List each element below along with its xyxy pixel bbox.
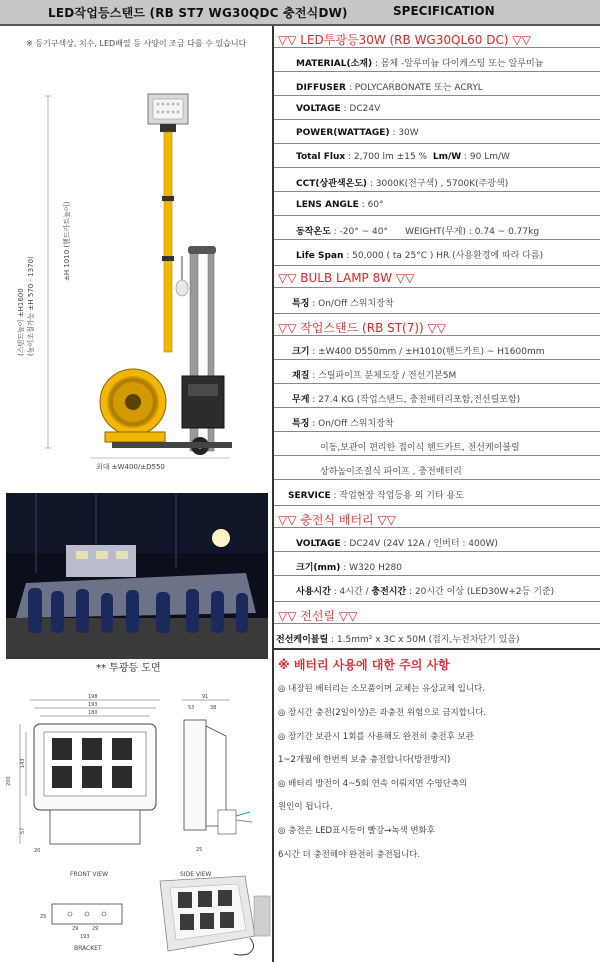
front-dim-height-bracket: 57 <box>20 827 26 834</box>
spec-column <box>274 26 600 962</box>
spec-label-weight: WEIGHT(무게) <box>405 227 467 237</box>
title-bar <box>0 0 600 26</box>
photo-caption: ** 투광등 도면 <box>96 663 161 674</box>
spec-value: : 스틸파이프 분체도장 / 전선기본5M <box>309 371 457 381</box>
spec-value: : On/Off 스위치장착 <box>309 419 394 429</box>
spec-row-stand-feature-2 <box>274 432 600 456</box>
floodlight-technical-drawing <box>0 676 272 956</box>
warning-line: ◎ 배터리 방전이 4~5회 연속 이뤄지면 수명단축의 <box>278 779 468 789</box>
spec-label: 특징 <box>292 299 310 309</box>
spec-row-temp-weight <box>274 216 600 240</box>
spec-row-stand-feature-3 <box>274 456 600 480</box>
spec-row-battery-size <box>274 552 600 576</box>
front-dim-height-total: 200 <box>6 776 12 786</box>
spec-row-cct <box>274 168 600 192</box>
bracket-dim-width: 193 <box>80 934 90 940</box>
spec-label: 무게 <box>292 395 310 405</box>
spec-row-stand-material <box>274 360 600 384</box>
spec-value: 이동,보관이 편리한 접이식 핸드카트, 전선케이블릴 <box>320 443 520 453</box>
section-cable-reel: ▽▽ 전선릴 ▽▽ <box>274 602 600 624</box>
spec-label: VOLTAGE <box>296 539 341 549</box>
spec-row-power <box>274 120 600 144</box>
spec-row-voltage <box>274 96 600 120</box>
spec-value-efficacy: : 90 Lm/W <box>461 152 510 162</box>
spec-row-battery-voltage <box>274 528 600 552</box>
variation-note: ※ 등기구색상, 치수, LED배열 등 사양이 조금 다를 수 있습니다 <box>26 39 247 48</box>
spec-value: : POLYCARBONATE 또는 ACRYL <box>345 83 483 93</box>
bracket-dim-b: 29 <box>92 926 99 932</box>
spec-value: : 몸체 -알루미늄 다이캐스팅 또는 알루미늄 <box>372 59 544 69</box>
spec-value: : 작업현장 작업등용 외 기타 용도 <box>330 491 464 501</box>
side-dim-base: 25 <box>196 847 203 853</box>
spec-row-diffuser <box>274 72 600 96</box>
spec-value-weight: : 0.74 ~ 0.77kg <box>466 227 540 237</box>
stand-height-label: (스탠드높이 ±H1600 <box>17 288 25 356</box>
spec-row-stand-feature <box>274 408 600 432</box>
spec-label: Life Span <box>296 251 344 261</box>
bracket-label: BRACKET <box>74 945 102 952</box>
spec-label: CCT(상관색온도) <box>296 179 368 189</box>
spec-label: 크기 <box>292 347 310 357</box>
spec-value-charge: : 20시간 이상 (LED30W+2등 기준) <box>406 587 555 597</box>
spec-label: 전선케이블릴 <box>276 635 329 645</box>
spec-label: DIFFUSER <box>296 83 346 93</box>
spec-value: : 3000K(전구색) , 5700K(주광색) <box>367 179 509 189</box>
spec-row-cable-reel <box>274 624 600 650</box>
night-work-photo <box>6 493 268 659</box>
front-dim-width-mid: 193 <box>88 702 98 708</box>
bracket-dim-height: 25 <box>40 914 47 920</box>
spec-title: SPECIFICATION <box>393 4 495 18</box>
spec-value: : 2,700 lm ±15 % <box>345 152 428 162</box>
spec-value: : 30W <box>389 128 419 138</box>
spec-value: : W320 H280 <box>340 563 403 573</box>
spec-label: POWER(WATTAGE) <box>296 128 390 138</box>
bracket-dim-a: 29 <box>72 926 79 932</box>
spec-row-material <box>274 48 600 72</box>
spec-label: 사용시간 <box>296 587 331 597</box>
spec-row-life-span <box>274 240 600 266</box>
spec-label: LENS ANGLE <box>296 200 359 210</box>
side-dim-body: 53 <box>188 705 195 711</box>
stand-height-range-label: (높이조절가능 ±H 570 - 1370) <box>27 256 35 356</box>
warning-line: ◎ 장기간 보관시 1회를 사용해도 완전히 충전후 보관 <box>278 732 474 742</box>
front-view-label: FRONT VIEW <box>70 871 109 878</box>
spec-value: : ±W400 D550mm / ±H1010(핸드카트) ~ H1600mm <box>309 347 545 357</box>
spec-value: : -20° ~ 40° <box>330 227 388 237</box>
spec-row-service <box>274 480 600 506</box>
warning-line: 원인이 됩니다. <box>278 802 333 812</box>
spec-value: : 27.4 KG (작업스탠드, 충전배터리포함,전선릴포함) <box>309 395 521 405</box>
spec-value: : 1.5mm² x 3C x 50M (접지,누전차단기 있음) <box>328 635 520 645</box>
warning-line: ◎ 충전은 LED표시등이 빨강→녹색 변화후 <box>278 826 435 836</box>
spec-row-battery-time <box>274 576 600 602</box>
spec-value: : 60° <box>358 200 384 210</box>
section-work-stand: ▽▽ 작업스탠드 (RB ST(7)) ▽▽ <box>274 314 600 336</box>
warning-line: ◎ 장시간 충전(2일이상)은 과충전 위험으로 금지합니다. <box>278 708 487 718</box>
work-stand-illustration <box>0 46 272 476</box>
front-dim-width-inner: 180 <box>88 710 98 716</box>
section-led-floodlight: ▽▽ LED투광등30W (RB WG30QL60 DC) ▽▽ <box>274 26 600 48</box>
section-battery: ▽▽ 충전식 배터리 ▽▽ <box>274 506 600 528</box>
spec-value: 상하높이조절식 파이프 , 충전배터리 <box>320 467 462 477</box>
spec-row-lens-angle <box>274 192 600 216</box>
product-title: LED작업등스탠드 (RB ST7 WG30QDC 충전식DW) <box>48 6 348 20</box>
spec-value: : DC24V <box>340 104 381 114</box>
stand-width-label: 최대 ±W400/±D550 <box>96 463 165 471</box>
spec-label: 동작온도 <box>296 227 331 237</box>
spec-label: SERVICE <box>288 491 331 501</box>
front-dim-offset: 20 <box>34 848 41 854</box>
side-dim-bracket: 38 <box>210 705 217 711</box>
spec-label-charge: 충전시간 <box>371 587 407 597</box>
side-dim-depth: 91 <box>202 694 209 700</box>
spec-value: : DC24V (24V 12A / 인버터 : 400W) <box>340 539 498 549</box>
spec-value: : On/Off 스위치장착 <box>309 299 394 309</box>
spec-row-stand-size <box>274 336 600 360</box>
spec-label: 재질 <box>292 371 310 381</box>
side-view-label: SIDE VIEW <box>180 871 212 878</box>
image-column <box>0 26 272 962</box>
spec-row-total-flux <box>274 144 600 168</box>
spec-label: MATERIAL(소재) <box>296 59 373 69</box>
spec-label: VOLTAGE <box>296 104 341 114</box>
spec-label-efficacy: Lm/W <box>432 152 462 162</box>
spec-value: : 50,000 ( ta 25°C ) HR (사용환경에 따라 다름) <box>343 251 544 261</box>
warning-line: ◎ 내장된 배터리는 소모품이며 교체는 유상교체 입니다. <box>278 684 485 694</box>
battery-warning-title: ※ 배터리 사용에 대한 주의 사항 <box>278 658 450 672</box>
spec-label: 크기(mm) <box>296 563 341 573</box>
spec-row-bulb-feature <box>274 288 600 314</box>
cart-height-label: ±H 1010 (핸드카트높이) <box>63 201 71 281</box>
section-bulb-lamp: ▽▽ BULB LAMP 8W ▽▽ <box>274 266 600 288</box>
spec-value: : 4시간 / <box>330 587 372 597</box>
spec-label: 특징 <box>292 419 310 429</box>
warning-line: 1~2개월에 한번씩 보충 충전합니다(방전방지) <box>278 755 451 765</box>
front-dim-width-outer: 198 <box>88 694 98 700</box>
spec-label: Total Flux <box>296 152 346 162</box>
front-dim-height-lens: 143 <box>20 758 26 768</box>
warning-line: 6시간 더 충전해야 완전히 충전됩니다. <box>278 850 421 860</box>
spec-row-stand-weight <box>274 384 600 408</box>
